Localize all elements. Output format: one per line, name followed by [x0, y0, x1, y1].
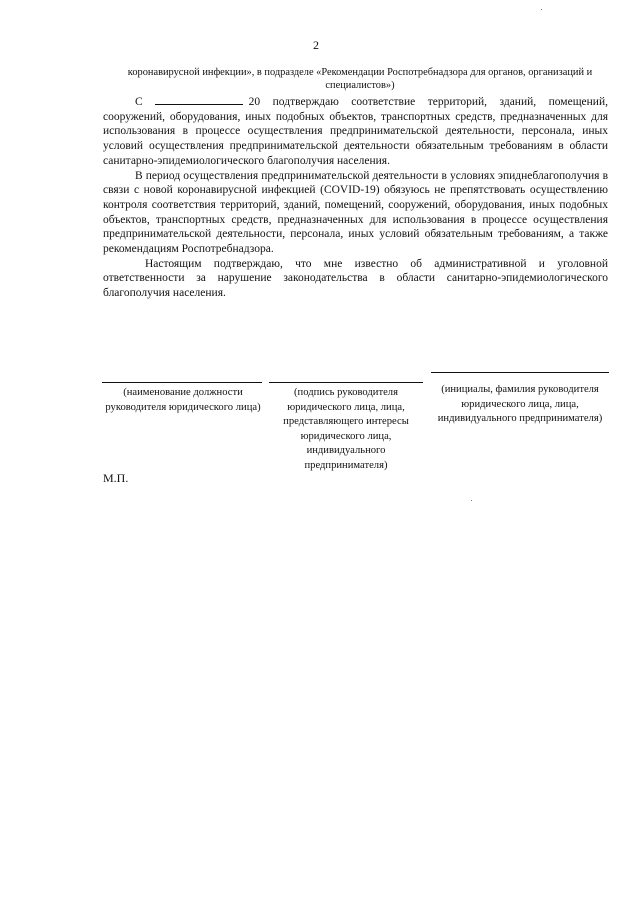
caption-position: (наименование должности руководителя юридического лица) [105, 387, 261, 413]
document-body [103, 94, 608, 301]
paragraph-confirmation [103, 94, 608, 169]
date-prefix: С [135, 96, 143, 108]
paragraph-obligation: В период осуществления предпринимательской деятельности в условиях эпиднеблагополучия в связи с новой коронавирусной инфекцией (COVID-19) обязуюсь не препятствовать осуществлению контроля соответствия территорий, зданий, помещений, сооружений, оборудования, иных подобных объектов, транспортных средств, предназначенных для использования в процессе осуществления предпринимательской деятельности, персонала, иных условий обязательным требованиям, а также рекомендациям Роспотребнадзора. [103, 169, 608, 256]
scan-speck [541, 9, 542, 10]
date-blank-field [155, 94, 243, 105]
signature-line-signature [269, 382, 423, 383]
scan-speck [471, 500, 472, 501]
signature-line-name [431, 372, 609, 373]
signature-line-position [102, 382, 262, 383]
paragraph-responsibility: Настоящим подтверждаю, что мне известно об административной и уголовной ответственности за нарушение законодательства в области санитарно-эпидемиологического благополучия населения. [103, 257, 608, 300]
page-number: 2 [313, 38, 319, 52]
caption-signature: (подпись руководителя юридического лица, лица, представляющего интересы юридического лица, индивидуального предпринимателя) [283, 387, 409, 471]
caption-name: (инициалы, фамилия руководителя юридического лица, лица, индивидуального предпринимателя) [437, 384, 603, 425]
stamp-label: М.П. [103, 471, 129, 485]
confirmation-text: 20 подтверждаю соответствие территорий, зданий, помещений, сооружений, оборудования, иных подобных объектов, транспортных средств, предназначенных для использования в процессе осуществления предпринимательской деятельности, персонала, иных условий осуществления предпринимательской деятельности обязательным требованиям в области санитарно-эпидемиологического благополучия населения. [103, 96, 608, 167]
lead-text: коронавирусной инфекции», в подразделе «Рекомендации Роспотребнадзора для органов, организаций и специалистов») [127, 67, 593, 91]
